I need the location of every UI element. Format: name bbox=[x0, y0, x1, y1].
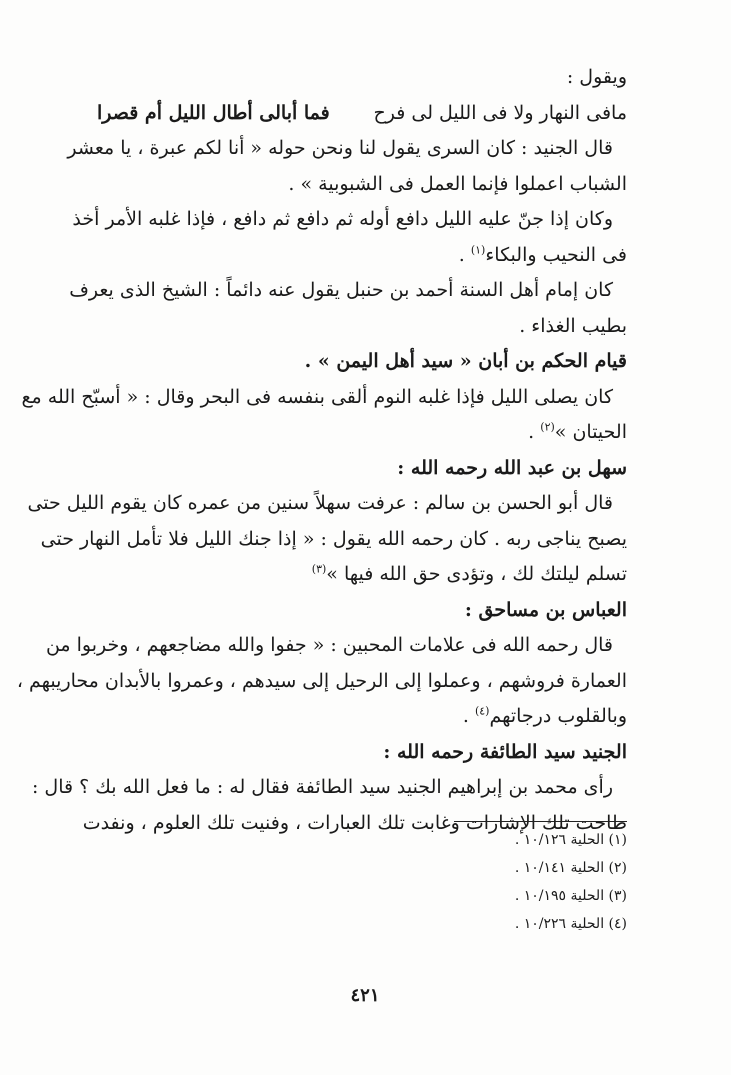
text-fragment: وبالقلوب درجاتهم bbox=[489, 705, 627, 727]
period: . bbox=[458, 243, 465, 266]
text-line: كان إمام أهل السنة أحمد بن حنبل يقول عنه دائماً : الشيخ الذى يعرف bbox=[69, 279, 613, 301]
text-fragment: الحيتان » bbox=[554, 421, 627, 443]
text-line: قال أبو الحسن بن سالم : عرفت سهلاً سنين من عمره كان يقوم الليل حتى bbox=[27, 492, 613, 514]
text-line: الشباب اعملوا فإنما العمل فى الشبوبية » . bbox=[288, 172, 627, 195]
text-line bbox=[97, 238, 627, 274]
section-heading-hakam: قيام الحكم بن أبان « سيد أهل اليمن » . bbox=[304, 350, 627, 372]
footnote-4: (٤) الحلية ١٠/٢٢٦ . bbox=[514, 916, 627, 932]
text-line: يصبح يناجى ربه . كان رحمه الله يقول : « إذا جنك الليل فلا تأمل النهار حتى bbox=[40, 527, 627, 550]
footnote-ref-3: (٣) bbox=[311, 562, 327, 576]
page-number: ٤٢١ bbox=[350, 985, 380, 1006]
main-text bbox=[16, 60, 627, 841]
text-line: كان يصلى الليل فإذا غلبه النوم ألقى بنفسه فى البحر وقال : « أسبّح الله مع bbox=[21, 385, 613, 408]
poem-second-hemistich: فما أبالى أطال الليل أم قصرا bbox=[97, 101, 330, 124]
text-line bbox=[97, 415, 627, 451]
text-line: وكان إذا جنّ عليه الليل دافع أوله ثم دافع ثم دافع ، فإذا غلبه الأمر أخذ bbox=[72, 208, 613, 230]
footnote-ref-4: (٤) bbox=[474, 704, 490, 718]
text-line: قال رحمه الله فى علامات المحبين : « جفوا والله مضاجعهم ، وخربوا من bbox=[45, 634, 613, 656]
footnotes bbox=[327, 826, 627, 938]
poem-verse bbox=[97, 96, 627, 132]
footnote-ref-1: (١) bbox=[470, 243, 486, 257]
footnote-separator bbox=[454, 821, 627, 822]
footnote-2: (٢) الحلية ١٠/١٤١ . bbox=[514, 860, 627, 876]
period: . bbox=[462, 705, 469, 727]
section-heading-sahl: سهل بن عبد الله رحمه الله : bbox=[397, 456, 627, 479]
text-line: طاحت تلك الإشارات وغابت تلك العبارات ، وفنيت تلك العلوم ، ونفدت bbox=[82, 811, 627, 834]
text-fragment: تسلم ليلتك لك ، وتؤدى حق الله فيها » bbox=[326, 563, 627, 585]
text-line bbox=[97, 557, 627, 593]
text-line: رأى محمد بن إبراهيم الجنيد سيد الطائفة فقال له : ما فعل الله بك ؟ قال : bbox=[31, 776, 613, 798]
period: . bbox=[528, 421, 535, 443]
text-line: قال الجنيد : كان السرى يقول لنا ونحن حوله « أنا لكم عبرة ، يا معشر bbox=[67, 137, 613, 159]
text-line: العمارة فروشهم ، وعملوا إلى الرحيل إلى سيدهم ، وعمروا بالأبدان محاريبهم ، bbox=[16, 669, 627, 692]
footnote-3: (٣) الحلية ١٠/١٩٥ . bbox=[514, 888, 627, 904]
text-line bbox=[97, 699, 627, 735]
text-fragment: فى النحيب والبكاء bbox=[485, 243, 627, 266]
text-line: بطيب الغذاء . bbox=[519, 314, 627, 337]
footnote-ref-2: (٢) bbox=[540, 420, 555, 434]
footnote-1: (١) الحلية ١٠/١٢٦ . bbox=[514, 832, 627, 848]
section-heading-abbas: العباس بن مساحق : bbox=[464, 598, 627, 621]
section-heading-junayd: الجنيد سيد الطائفة رحمه الله : bbox=[383, 740, 627, 763]
text-line: ويقول : bbox=[566, 66, 627, 88]
poem-first-hemistich: مافى النهار ولا فى الليل لى فرح bbox=[373, 101, 627, 124]
